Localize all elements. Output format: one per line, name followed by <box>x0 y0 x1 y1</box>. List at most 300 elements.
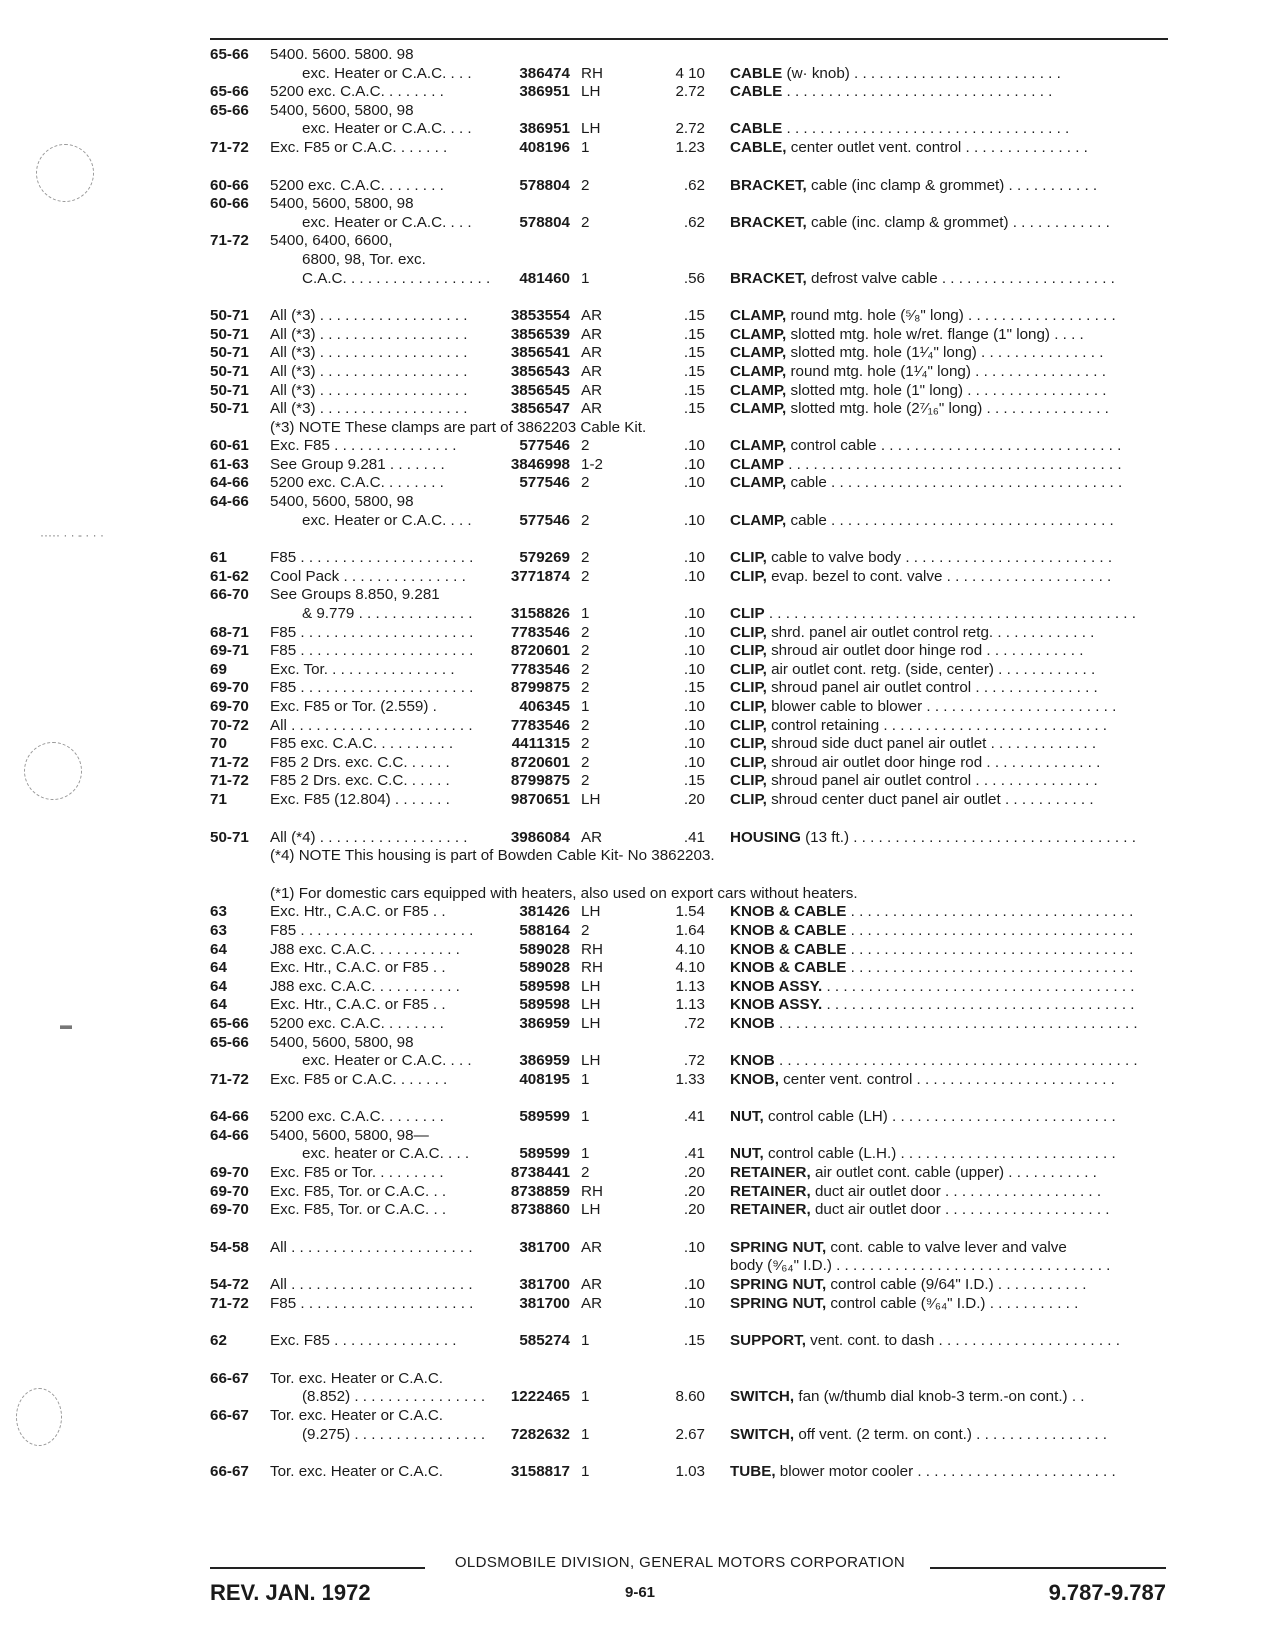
table-row <box>210 307 1170 326</box>
part-detail: air outlet cont. cable (upper) . . . . . . . . . . . <box>810 1164 1097 1182</box>
table-row <box>210 363 1170 382</box>
part-detail: defrost valve cable . . . . . . . . . . . . . . . . . . . . . <box>806 269 1115 287</box>
model-year: 69-70 <box>210 1182 249 1200</box>
part-detail: cable (inc. clamp & grommet) . . . . . . . . . . . . <box>806 213 1110 231</box>
part-name: SUPPORT, <box>730 1332 806 1350</box>
table-row <box>210 959 1170 978</box>
application: exc. heater or C.A.C. . . . <box>302 1145 470 1163</box>
part-detail: slotted mtg. hole (1¹⁄₄" long) . . . . . . . . . . . . . . . <box>786 344 1104 362</box>
part-detail: fan (w/thumb dial knob-3 term.-on cont.) . . <box>794 1388 1085 1406</box>
group-spacer <box>210 1089 1170 1108</box>
quantity: LH <box>581 790 601 808</box>
description <box>730 717 1170 736</box>
part-number: 3986084 <box>510 828 570 846</box>
application: Exc. Htr., C.A.C. or F85 . . <box>270 996 446 1014</box>
part-detail: cable (inc clamp & grommet) . . . . . . . . . . . <box>806 176 1098 194</box>
table-row <box>210 232 1170 251</box>
quantity: 2 <box>581 623 590 641</box>
part-detail: control cable (LH) . . . . . . . . . . . . . . . . . . . . . . . . . . . <box>763 1108 1116 1126</box>
model-year: 60-66 <box>210 176 249 194</box>
part-name: CLIP, <box>730 660 767 678</box>
application: Exc. F85, Tor. or C.A.C. . . <box>270 1201 447 1219</box>
part-number: 381700 <box>519 1276 570 1294</box>
price: 2.67 <box>675 1425 705 1443</box>
description <box>730 270 1170 289</box>
table-row <box>210 1332 1170 1351</box>
part-name: SPRING NUT, <box>730 1238 827 1256</box>
table-row <box>210 437 1170 456</box>
model-year: 70 <box>210 735 227 753</box>
part-detail: . . . . . . . . . . . . . . . . . . . . . . . . . . . . . . . . . . <box>846 959 1134 977</box>
price: .62 <box>683 176 705 194</box>
description <box>730 941 1170 960</box>
part-number: 3771874 <box>510 567 570 585</box>
price: .10 <box>683 698 705 715</box>
quantity: LH <box>581 1052 601 1070</box>
part-name: CLIP, <box>730 623 767 641</box>
table-row <box>210 270 1170 289</box>
quantity: 2 <box>581 642 590 660</box>
part-number: 9870651 <box>510 790 570 808</box>
application: exc. Heater or C.A.C. . . . <box>302 120 472 138</box>
part-number: 589598 <box>519 977 570 995</box>
application: All (*3) . . . . . . . . . . . . . . . . . . <box>270 400 468 418</box>
application: F85 . . . . . . . . . . . . . . . . . . . . . <box>270 549 474 567</box>
part-detail: round mtg. hole (⁵⁄₈" long) . . . . . . . . . . . . . . . . . . <box>786 307 1116 325</box>
table-row <box>210 400 1170 419</box>
part-number: 577546 <box>519 511 570 529</box>
part-name: CLAMP, <box>730 400 787 418</box>
price: .72 <box>683 1052 705 1070</box>
part-number: 408196 <box>519 138 570 156</box>
description <box>730 400 1170 419</box>
quantity: 2 <box>581 753 590 771</box>
part-name: CLAMP, <box>730 307 787 325</box>
description <box>730 1145 1170 1164</box>
group-spacer <box>210 1351 1170 1370</box>
table-row <box>210 1295 1170 1314</box>
part-name: CLAMP, <box>730 381 787 399</box>
model-year: 63 <box>210 903 227 921</box>
price: 1.33 <box>675 1070 705 1088</box>
application: 5200 exc. C.A.C. . . . . . . . <box>270 1108 444 1126</box>
quantity: RH <box>581 940 603 958</box>
application: See Group 9.281 . . . . . . . <box>270 455 445 473</box>
description <box>730 1426 1170 1445</box>
application: All (*3) . . . . . . . . . . . . . . . . . . <box>270 344 468 362</box>
part-detail: blower cable to blower . . . . . . . . . . . . . . . . . . . . . . . <box>766 698 1117 715</box>
description <box>730 456 1170 475</box>
application: All (*3) . . . . . . . . . . . . . . . . . . <box>270 381 468 399</box>
part-number: 8720601 <box>510 642 570 660</box>
table-row <box>210 1370 1170 1389</box>
application: C.A.C. . . . . . . . . . . . . . . . . . <box>302 269 491 287</box>
footer-rule-left <box>210 1567 425 1569</box>
application: All (*3) . . . . . . . . . . . . . . . . . . <box>270 307 468 325</box>
parts-table <box>210 46 1170 1482</box>
quantity: RH <box>581 1182 603 1200</box>
part-number: 4411315 <box>511 735 570 753</box>
model-year: 50-71 <box>210 344 249 362</box>
table-row <box>210 1407 1170 1426</box>
table-row <box>210 586 1170 605</box>
model-year: 65-66 <box>210 101 249 119</box>
application: All . . . . . . . . . . . . . . . . . . . . . . <box>270 716 473 734</box>
application: F85 2 Drs. exc. C.C. . . . . . <box>270 772 450 790</box>
table-row <box>210 1257 1170 1276</box>
table-note <box>210 847 1170 866</box>
description <box>730 624 1170 643</box>
application: exc. Heater or C.A.C. . . . <box>302 213 472 231</box>
table-row <box>210 1108 1170 1127</box>
price: .62 <box>683 213 705 231</box>
part-name: CLIP <box>730 605 765 623</box>
part-name: KNOB & CABLE <box>730 903 847 921</box>
part-number: 7282632 <box>510 1425 570 1443</box>
footer-rule-right <box>930 1567 1166 1569</box>
quantity: LH <box>581 1014 601 1032</box>
model-year: 50-71 <box>210 828 249 846</box>
part-number: 3846998 <box>510 455 570 473</box>
table-row <box>210 120 1170 139</box>
group-spacer <box>210 866 1170 885</box>
model-year: 50-71 <box>210 381 249 399</box>
application: 5400, 5600, 5800, 98 <box>270 493 414 511</box>
price: 4.10 <box>675 940 705 958</box>
price: 4.10 <box>675 959 705 977</box>
application: See Groups 8.850, 9.281 <box>270 586 440 604</box>
quantity: 2 <box>581 921 590 939</box>
quantity: RH <box>581 959 603 977</box>
part-name: CLAMP, <box>730 325 787 343</box>
application: All (*4) . . . . . . . . . . . . . . . . . . <box>270 828 468 846</box>
description <box>730 65 1170 84</box>
application: 5400, 5600, 5800, 98 <box>270 1033 414 1051</box>
part-name: CLIP, <box>730 642 767 660</box>
description <box>730 382 1170 401</box>
application: Exc. F85 or C.A.C. . . . . . . <box>270 1070 448 1088</box>
description <box>730 214 1170 233</box>
footer-division: OLDSMOBILE DIVISION, GENERAL MOTORS CORPORATION <box>454 1554 906 1571</box>
application: F85 . . . . . . . . . . . . . . . . . . . . . <box>270 1294 474 1312</box>
group-spacer <box>210 288 1170 307</box>
part-name: CLIP, <box>730 735 767 753</box>
description <box>730 1463 1170 1482</box>
description <box>730 120 1170 139</box>
part-number: 1222465 <box>510 1388 570 1406</box>
price: .41 <box>683 828 705 846</box>
binder-hole-bottom <box>16 1388 62 1446</box>
description <box>730 735 1170 754</box>
table-row <box>210 1164 1170 1183</box>
part-number: 381700 <box>519 1294 570 1312</box>
part-name: KNOB, <box>730 1070 779 1088</box>
part-detail: . . . . . . . . . . . . . . . . . . . . . . . . . . . . . . . . . . <box>846 921 1134 939</box>
table-row <box>210 1034 1170 1053</box>
part-detail: control cable . . . . . . . . . . . . . . . . . . . . . . . . . . . . . <box>786 437 1122 455</box>
application: exc. Heater or C.A.C. . . . <box>302 511 472 529</box>
description <box>730 1201 1170 1220</box>
price: .10 <box>683 437 705 455</box>
quantity: 2 <box>581 716 590 734</box>
table-row <box>210 1127 1170 1146</box>
model-year: 60-61 <box>210 437 249 455</box>
quantity: AR <box>581 828 603 846</box>
price: 1.64 <box>675 921 705 939</box>
part-detail: duct air outlet door . . . . . . . . . . . . . . . . . . . <box>810 1182 1102 1200</box>
part-name: CABLE <box>730 64 783 82</box>
table-row <box>210 829 1170 848</box>
model-year: 61 <box>210 549 227 567</box>
table-row <box>210 642 1170 661</box>
application: Tor. exc. Heater or C.A.C. <box>270 1369 444 1387</box>
price: .20 <box>683 790 705 808</box>
part-name: RETAINER, <box>730 1182 811 1200</box>
model-year: 71-72 <box>210 753 249 771</box>
group-spacer <box>210 530 1170 549</box>
quantity: LH <box>581 996 601 1014</box>
model-year: 65-66 <box>210 83 249 101</box>
table-row <box>210 772 1170 791</box>
price: .20 <box>683 1182 705 1200</box>
part-detail: vent. cont. to dash . . . . . . . . . . . . . . . . . . . . . . <box>805 1332 1120 1350</box>
top-rule <box>210 38 1168 40</box>
application: F85 . . . . . . . . . . . . . . . . . . . . . <box>270 623 474 641</box>
description <box>730 679 1170 698</box>
price: .10 <box>683 716 705 734</box>
application: F85 exc. C.A.C. . . . . . . . . . <box>270 735 454 753</box>
application: 5200 exc. C.A.C. . . . . . . . <box>270 83 444 101</box>
table-row <box>210 1145 1170 1164</box>
part-number: 8799875 <box>510 772 570 790</box>
price: 1.13 <box>675 977 705 995</box>
part-detail: (13 ft.) . . . . . . . . . . . . . . . . . . . . . . . . . . . . . . . . . . <box>800 828 1136 846</box>
price: .56 <box>683 269 705 287</box>
model-year: 71-72 <box>210 772 249 790</box>
part-number: 589028 <box>519 959 570 977</box>
table-row <box>210 251 1170 270</box>
part-number: 578804 <box>519 213 570 231</box>
description <box>730 754 1170 773</box>
price: .15 <box>683 307 705 325</box>
application: Exc. F85 or C.A.C. . . . . . . <box>270 138 448 156</box>
note-text: (*4) NOTE This housing is part of Bowden Cable Kit- No 3862203. <box>270 847 715 865</box>
model-year: 60-66 <box>210 195 249 213</box>
table-row <box>210 1071 1170 1090</box>
description <box>730 1052 1170 1071</box>
table-row <box>210 65 1170 84</box>
price: 8.60 <box>675 1388 705 1406</box>
quantity: 2 <box>581 679 590 697</box>
part-name: CLAMP, <box>730 344 787 362</box>
application: 5200 exc. C.A.C. . . . . . . . <box>270 474 444 492</box>
quantity: 1 <box>581 138 590 156</box>
table-row <box>210 1239 1170 1258</box>
quantity: 1 <box>581 1463 590 1481</box>
part-name: KNOB <box>730 1014 775 1032</box>
part-number: 3856543 <box>510 362 570 380</box>
part-number: 481460 <box>519 269 570 287</box>
part-detail: body (⁹⁄₆₄" I.D.) . . . . . . . . . . . . . . . . . . . . . . . . . . . . . . . . . <box>730 1257 1111 1275</box>
quantity: 2 <box>581 213 590 231</box>
part-detail: . . . . . . . . . . . . . . . . . . . . . . . . . . . . . . . . . . . . . . . . . . . <box>774 1014 1138 1032</box>
price: .10 <box>683 1238 705 1256</box>
price: .10 <box>683 567 705 585</box>
part-name: CLAMP <box>730 455 784 473</box>
application: exc. Heater or C.A.C. . . . <box>302 64 472 82</box>
part-detail: air outlet cont. retg. (side, center) . . . . . . . . . . . . <box>766 660 1096 678</box>
description <box>730 661 1170 680</box>
part-number: 589599 <box>519 1108 570 1126</box>
group-spacer <box>210 1220 1170 1239</box>
model-year: 54-72 <box>210 1276 249 1294</box>
part-detail: control retaining . . . . . . . . . . . . . . . . . . . . . . . . . . . <box>766 716 1107 734</box>
model-year: 62 <box>210 1332 227 1350</box>
scan-tick-mark: ▬ <box>60 1018 72 1032</box>
part-number: 3158817 <box>510 1463 570 1481</box>
part-name: CLIP, <box>730 679 767 697</box>
part-name: CLAMP, <box>730 362 787 380</box>
model-year: 71 <box>210 790 227 808</box>
part-name: SWITCH, <box>730 1425 795 1443</box>
part-name: CLAMP, <box>730 474 787 492</box>
model-year: 64-66 <box>210 474 249 492</box>
quantity: 2 <box>581 567 590 585</box>
part-detail: . . . . . . . . . . . . . . . . . . . . . . . . . . . . . . . . <box>782 83 1053 101</box>
part-detail: cable . . . . . . . . . . . . . . . . . . . . . . . . . . . . . . . . . . <box>786 511 1114 529</box>
table-row <box>210 195 1170 214</box>
quantity: LH <box>581 120 601 138</box>
application: All (*3) . . . . . . . . . . . . . . . . . . <box>270 325 468 343</box>
model-year: 64 <box>210 977 227 995</box>
part-number: 588164 <box>519 921 570 939</box>
part-detail: cable . . . . . . . . . . . . . . . . . . . . . . . . . . . . . . . . . . . <box>786 474 1123 492</box>
table-row <box>210 661 1170 680</box>
description <box>730 568 1170 587</box>
price: .15 <box>683 325 705 343</box>
part-number: 577546 <box>519 474 570 492</box>
model-year: 66-70 <box>210 586 249 604</box>
quantity: 1 <box>581 1388 590 1406</box>
part-name: CLIP, <box>730 549 767 567</box>
part-name: CLIP, <box>730 790 767 808</box>
quantity: LH <box>581 903 601 921</box>
price: 2.72 <box>675 120 705 138</box>
table-row <box>210 698 1170 717</box>
description <box>730 139 1170 158</box>
table-row <box>210 456 1170 475</box>
application: F85 2 Drs. exc. C.C. . . . . . <box>270 753 450 771</box>
part-number: 386951 <box>519 83 570 101</box>
model-year: 69-70 <box>210 698 249 715</box>
quantity: 1 <box>581 1145 590 1163</box>
quantity: AR <box>581 344 603 362</box>
price: .10 <box>683 1294 705 1312</box>
application: Tor. exc. Heater or C.A.C. <box>270 1407 444 1424</box>
application: Exc. F85 or Tor. (2.559) . <box>270 698 437 715</box>
description <box>730 1295 1170 1314</box>
part-number: 589599 <box>519 1145 570 1163</box>
quantity: AR <box>581 1294 603 1312</box>
part-name: SPRING NUT, <box>730 1294 827 1312</box>
quantity: 1 <box>581 1070 590 1088</box>
model-year: 66-67 <box>210 1369 249 1387</box>
model-year: 64 <box>210 940 227 958</box>
quantity: AR <box>581 1276 603 1294</box>
part-detail: shroud panel air outlet control . . . . . . . . . . . . . . . <box>766 772 1098 790</box>
application: F85 . . . . . . . . . . . . . . . . . . . . . <box>270 679 474 697</box>
description <box>730 959 1170 978</box>
price: .10 <box>683 549 705 567</box>
description <box>730 1276 1170 1295</box>
part-detail: slotted mtg. hole w/ret. flange (1" long) . . . . <box>786 325 1084 343</box>
table-row <box>210 791 1170 810</box>
price: .10 <box>683 753 705 771</box>
model-year: 69-70 <box>210 679 249 697</box>
model-year: 71-72 <box>210 138 249 156</box>
price: .15 <box>683 400 705 418</box>
part-name: CLIP, <box>730 567 767 585</box>
quantity: LH <box>581 83 601 101</box>
part-name: CLIP, <box>730 716 767 734</box>
price: .72 <box>683 1014 705 1032</box>
part-name: BRACKET, <box>730 269 807 287</box>
part-name: CLAMP, <box>730 437 787 455</box>
application: (9.275) . . . . . . . . . . . . . . . . <box>302 1425 486 1443</box>
part-name: CABLE <box>730 83 783 101</box>
table-row <box>210 996 1170 1015</box>
application: F85 . . . . . . . . . . . . . . . . . . . . . <box>270 921 474 939</box>
part-detail: round mtg. hole (1¹⁄₄" long) . . . . . . . . . . . . . . . . <box>786 362 1106 380</box>
application: 5400. 5600. 5800. 98 <box>270 46 414 63</box>
quantity: AR <box>581 362 603 380</box>
group-spacer <box>210 1313 1170 1332</box>
part-name: BRACKET, <box>730 213 807 231</box>
quantity: AR <box>581 400 603 418</box>
price: 1.54 <box>675 903 705 921</box>
part-name: CABLE, <box>730 138 787 156</box>
part-number: 408195 <box>519 1070 570 1088</box>
application: Cool Pack . . . . . . . . . . . . . . . <box>270 567 466 585</box>
quantity: 1 <box>581 1425 590 1443</box>
price: .41 <box>683 1145 705 1163</box>
part-name: RETAINER, <box>730 1201 811 1219</box>
quantity: 2 <box>581 660 590 678</box>
table-row <box>210 735 1170 754</box>
description <box>730 1071 1170 1090</box>
description <box>730 344 1170 363</box>
model-year: 64-66 <box>210 1126 249 1144</box>
part-number: 381700 <box>519 1238 570 1256</box>
part-detail: slotted mtg. hole (2⁷⁄₁₆" long) . . . . . . . . . . . . . . . <box>786 400 1109 418</box>
note-text: (*1) For domestic cars equipped with heaters, also used on export cars without heaters. <box>270 884 858 902</box>
part-detail: . . . . . . . . . . . . . . . . . . . . . . . . . . . . . . . . . . <box>846 940 1134 958</box>
model-year: 50-71 <box>210 325 249 343</box>
table-row <box>210 1388 1170 1407</box>
model-year: 50-71 <box>210 400 249 418</box>
part-detail: shroud air outlet door hinge rod . . . . . . . . . . . . <box>766 642 1084 660</box>
price: 1.03 <box>675 1463 705 1481</box>
quantity: 1 <box>581 1332 590 1350</box>
part-name: HOUSING <box>730 828 801 846</box>
quantity: 1 <box>581 698 590 715</box>
part-number: 8738859 <box>510 1182 570 1200</box>
part-name: CLIP, <box>730 772 767 790</box>
application: Exc. F85 (12.804) . . . . . . . <box>270 790 450 808</box>
part-number: 589028 <box>519 940 570 958</box>
application: Exc. F85, Tor. or C.A.C. . . <box>270 1182 447 1200</box>
application: J88 exc. C.A.C. . . . . . . . . . . <box>270 977 460 995</box>
